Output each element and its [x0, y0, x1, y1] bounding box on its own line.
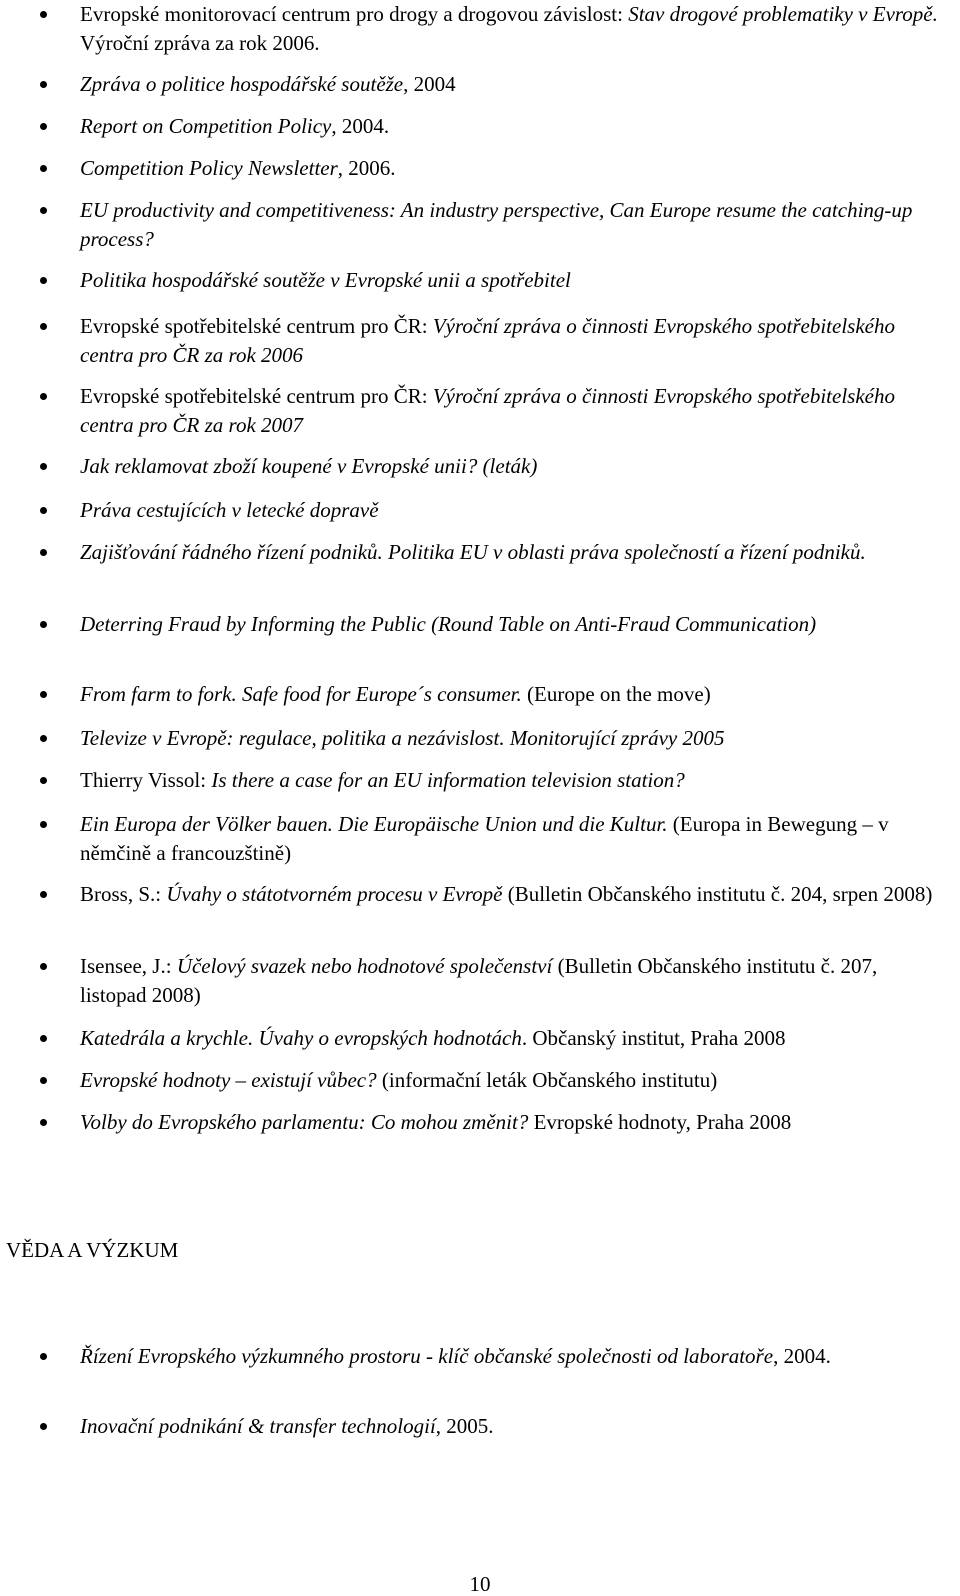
list-item-text [80, 538, 948, 567]
text-run: , 2004. [773, 1344, 831, 1368]
list-item-text [80, 196, 948, 254]
list-item-text [80, 1342, 948, 1371]
text-run: Výroční zpráva o činnosti Evropského spotřebitelského centra pro ČR za rok 2006 [80, 314, 895, 367]
section-heading: VĚDA A VÝZKUM [6, 1238, 179, 1262]
text-run: Evropské hodnoty, Praha 2008 [528, 1110, 792, 1134]
text-run: Is there a case for an EU information television station? [211, 768, 685, 792]
text-run: Evropské monitorovací centrum pro drogy a drogovou závislost: [80, 2, 629, 26]
list-item-text [80, 266, 948, 295]
bullet-icon [40, 123, 47, 130]
text-run: (informační leták Občanského institutu) [376, 1068, 718, 1092]
bullet-icon [40, 277, 47, 284]
list-item-text [80, 154, 948, 183]
text-run: Inovační podnikání & transfer technologií [80, 1414, 436, 1438]
bullet-icon [40, 165, 47, 172]
text-run: Zpráva o politice hospodářské soutěže [80, 72, 404, 96]
text-run: , 2004 [403, 72, 456, 96]
text-run: , 2005. [435, 1414, 494, 1438]
bullet-icon [40, 1353, 47, 1360]
text-run: Politika hospodářské soutěže v Evropské unii a spotřebitel [80, 268, 571, 292]
text-run: Evropské hodnoty – existují vůbec? [80, 1068, 377, 1092]
list-item-text [80, 312, 948, 370]
text-run: Competition Policy Newsletter [80, 156, 338, 180]
list-item-text [80, 680, 948, 709]
text-run: Evropské spotřebitelské centrum pro ČR: [80, 384, 433, 408]
list-item-text [80, 810, 948, 868]
text-run: Isensee, J.: [80, 954, 177, 978]
bullet-icon [40, 777, 47, 784]
list-item-text [80, 952, 948, 1010]
text-run: Ein Europa der Völker bauen. Die Europäische Union und die Kultur. [80, 812, 668, 836]
bullet-icon [40, 1077, 47, 1084]
text-run: Televize v Evropě: regulace, politika a nezávislost. Monitorující zprávy 2005 [80, 726, 725, 750]
list-item-text [80, 1066, 948, 1095]
text-run: Řízení Evropského výzkumného prostoru - klíč občanské společnosti od laboratoře [80, 1344, 774, 1368]
text-run: , 2006. [337, 156, 396, 180]
text-run: From farm to fork. Safe food for Europe´s consumer. [80, 682, 522, 706]
bullet-icon [40, 891, 47, 898]
list-item-text [80, 1108, 948, 1137]
bullet-icon [40, 207, 47, 214]
text-run: , 2004. [331, 114, 390, 138]
text-run: Práva cestujících v letecké dopravě [80, 498, 379, 522]
text-run: Evropské spotřebitelské centrum pro ČR: [80, 314, 433, 338]
text-run: . Občanský institut, Praha 2008 [521, 1026, 786, 1050]
bullet-icon [40, 1119, 47, 1126]
bullet-icon [40, 735, 47, 742]
list-item-text [80, 0, 948, 58]
text-run: Účelový svazek nebo hodnotové společenství [176, 954, 553, 978]
list-item-text [80, 1412, 948, 1441]
text-run: Stav drogové problematiky v Evropě. [628, 2, 938, 26]
list-item-text [80, 880, 948, 909]
text-run: Bross, S.: [80, 882, 167, 906]
text-run: Volby do Evropského parlamentu: Co mohou změnit? [80, 1110, 529, 1134]
list-item-text [80, 1024, 948, 1053]
text-run: Výroční zpráva o činnosti Evropského spotřebitelského centra pro ČR za rok 2007 [80, 384, 895, 437]
list-item-text [80, 766, 948, 795]
bullet-icon [40, 507, 47, 514]
text-run: Úvahy o státotvorném procesu v Evropě [166, 882, 503, 906]
list-item-text [80, 610, 948, 639]
text-run: Report on Competition Policy [80, 114, 332, 138]
text-run: EU productivity and competitiveness: An industry perspective, Can Europe resume the catching-up process? [80, 198, 913, 251]
list-item-text [80, 382, 948, 440]
text-run: (Bulletin Občanského institutu č. 207, listopad 2008) [80, 954, 878, 1007]
text-run: (Europa in Bewegung – v němčině a francouzštině) [80, 812, 889, 865]
bullet-icon [40, 621, 47, 628]
bullet-icon [40, 463, 47, 470]
text-run: (Bulletin Občanského institutu č. 204, srpen 2008) [502, 882, 933, 906]
list-item-text [80, 112, 948, 141]
list-item-text [80, 724, 948, 753]
text-run: Deterring Fraud by Informing the Public (Round Table on Anti-Fraud Communication) [80, 612, 817, 636]
page-number: 10 [469, 1572, 491, 1596]
bullet-icon [40, 81, 47, 88]
bullet-icon [40, 323, 47, 330]
list-item-text [80, 452, 948, 481]
list-item-text [80, 496, 948, 525]
text-run: Jak reklamovat zboží koupené v Evropské unii? (leták) [80, 454, 538, 478]
bullet-icon [40, 549, 47, 556]
text-run: Zajišťování řádného řízení podniků. Politika EU v oblasti práva společností a řízení podniků. [80, 540, 866, 564]
text-run: Thierry Vissol: [80, 768, 212, 792]
bullet-icon [40, 11, 47, 18]
bullet-icon [40, 691, 47, 698]
bullet-icon [40, 963, 47, 970]
bullet-icon [40, 393, 47, 400]
text-run: Výroční zpráva za rok 2006. [80, 31, 320, 55]
bullet-icon [40, 1035, 47, 1042]
text-run: (Europe on the move) [521, 682, 711, 706]
bullet-icon [40, 1423, 47, 1430]
text-run: Katedrála a krychle. Úvahy o evropských hodnotách [80, 1026, 522, 1050]
bullet-icon [40, 821, 47, 828]
list-item-text [80, 70, 948, 99]
